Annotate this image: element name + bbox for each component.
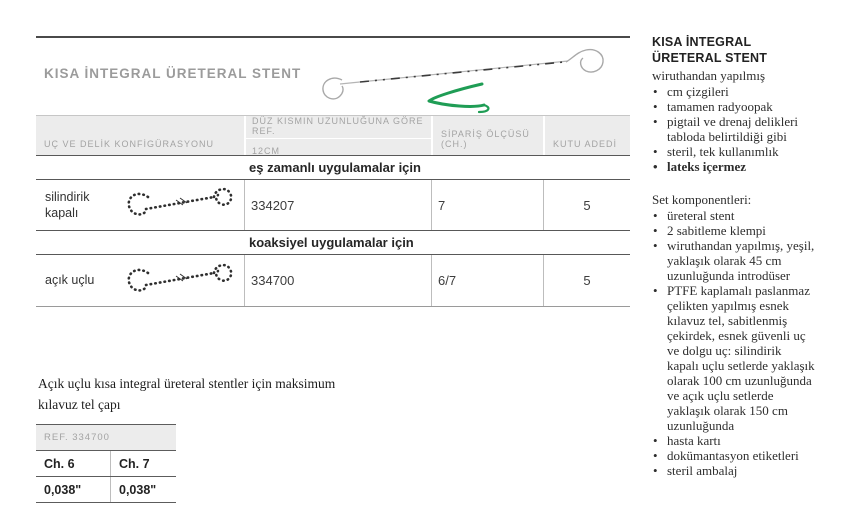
product-table-header	[36, 116, 630, 156]
guidewire-value-ch6: 0,038"	[44, 482, 82, 497]
cell-config	[36, 180, 244, 230]
cell-ref: 334700	[244, 255, 431, 306]
section-subheader: koaksiyel uygulamalar için	[36, 231, 630, 255]
product-table	[36, 115, 630, 307]
guidewire-columns-row	[36, 451, 176, 477]
list-item: • 2 sabitleme klempi	[652, 223, 816, 238]
guidewire-note: Açık uçlu kısa integral üreteral stentler için maksimum kılavuz tel çapı	[38, 376, 336, 412]
list-item: • steril, tek kullanımlık	[652, 144, 816, 159]
header-ref-line1: DÜZ KISMIN UZUNLUĞUNA GÖRE REF.	[246, 116, 431, 139]
list-item: • pigtail ve drenaj delikleri tabloda belirtildiği gibi	[652, 114, 816, 144]
cell-box-qty: 5	[543, 255, 630, 306]
header-ref-line2: 12CM	[252, 146, 281, 156]
cell-box-qty: 5	[543, 180, 630, 230]
stent-illustration-closed-tip	[118, 185, 236, 225]
list-item: • PTFE kaplamalı paslanmaz çelikten yapılmış esnek kılavuz tel, sabitlenmiş çekirdek, esnek güvenli uç ve dolgu uç: silindirik kapalı uçlu setlerde yaklaşık olarak 100 cm uzunluğunda ve açık uçlu setlerde yaklaşık olarak 150 cm uzunluğunda	[652, 283, 816, 433]
config-label: açık uçlu	[45, 273, 95, 288]
guidewire-value-ch7: 0,038"	[110, 477, 176, 502]
components-title: Set komponentleri:	[652, 192, 752, 207]
guidewire-col-ch7: Ch. 7	[110, 451, 176, 476]
list-item: • dokümantasyon etiketleri	[652, 448, 816, 463]
table-row	[36, 255, 630, 307]
table-row	[36, 180, 630, 231]
header-box-qty: KUTU ADEDİ	[543, 116, 630, 155]
fixation-clamp-icon	[429, 84, 488, 112]
cell-ref: 334207	[244, 180, 431, 230]
sidebar-subheading: wiruthandan yapılmış	[652, 68, 766, 83]
page-title: KISA İNTEGRAL ÜRETERAL STENT	[44, 66, 302, 81]
header-order-size: SİPARİŞ ÖLÇÜSÜ (CH.)	[431, 116, 543, 155]
guidewire-col-ch6: Ch. 6	[44, 456, 75, 471]
guidewire-values-row	[36, 477, 176, 503]
sidebar-heading: KISA İNTEGRAL ÜRETERAL STENT	[652, 35, 768, 65]
header-config: UÇ VE DELİK KONFİGÜRASYONU	[36, 116, 244, 155]
components-list	[652, 208, 816, 478]
list-item: • lateks içermez	[652, 159, 816, 174]
cell-order-size: 6/7	[431, 255, 543, 306]
guidewire-table-header: REF. 334700	[36, 425, 176, 451]
list-item: • üreteral stent	[652, 208, 816, 223]
list-item: • tamamen radyoopak	[652, 99, 816, 114]
list-item: • steril ambalaj	[652, 463, 816, 478]
header-ref	[244, 116, 431, 155]
cell-order-size: 7	[431, 180, 543, 230]
product-info-sidebar	[652, 34, 816, 478]
section-subheader: eş zamanlı uygulamalar için	[36, 156, 630, 180]
stent-illustration-open-tip	[118, 261, 236, 301]
config-label: silindirik kapalı	[45, 189, 90, 220]
feature-list	[652, 84, 816, 174]
list-item: • hasta kartı	[652, 433, 816, 448]
cell-config	[36, 255, 244, 306]
top-divider	[36, 36, 630, 38]
list-item: • wiruthandan yapılmış, yeşil, yaklaşık olarak 45 cm uzunluğunda introdüser	[652, 238, 816, 283]
guidewire-table	[36, 424, 176, 503]
list-item: • cm çizgileri	[652, 84, 816, 99]
stent-illustration-large	[316, 46, 618, 114]
